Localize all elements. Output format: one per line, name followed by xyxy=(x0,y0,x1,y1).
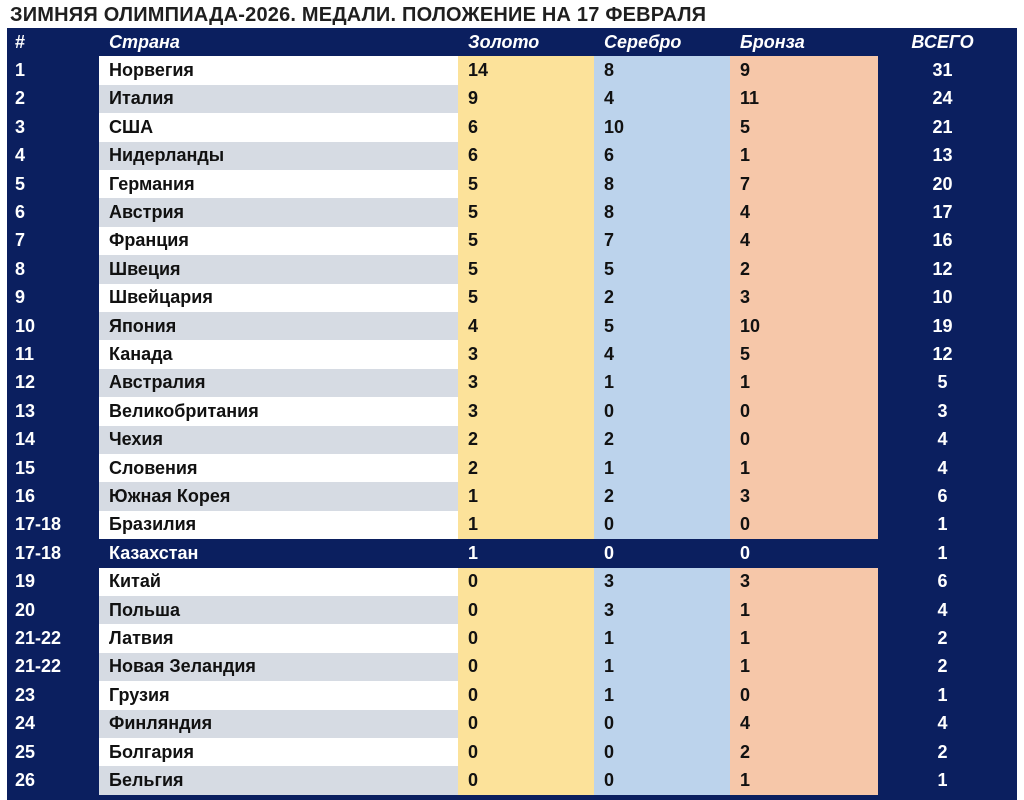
header-rank: # xyxy=(15,31,26,52)
bronze-cell: 1 xyxy=(730,653,878,681)
total-cell: 4 xyxy=(937,429,948,450)
rank-cell: 23 xyxy=(15,684,36,705)
gold-cell: 6 xyxy=(458,142,604,170)
country-cell: Бразилия xyxy=(99,511,468,539)
country-cell: Австрия xyxy=(99,198,468,226)
bronze-cell: 1 xyxy=(730,766,878,794)
silver-cell: 8 xyxy=(594,170,740,198)
total-cell: 13 xyxy=(932,145,953,166)
silver-cell: 6 xyxy=(594,142,740,170)
country-cell: Новая Зеландия xyxy=(99,653,468,681)
country-cell: США xyxy=(99,113,468,141)
total-cell: 19 xyxy=(932,315,953,336)
gold-cell: 2 xyxy=(458,426,604,454)
table-row xyxy=(7,539,1017,567)
table-header-row xyxy=(7,28,1017,56)
table-row xyxy=(7,624,1017,652)
gold-cell: 3 xyxy=(458,369,604,397)
rank-cell: 8 xyxy=(15,258,26,279)
silver-cell: 10 xyxy=(594,113,740,141)
total-cell: 31 xyxy=(932,60,953,81)
bronze-cell: 2 xyxy=(730,255,878,283)
rank-cell: 7 xyxy=(15,230,26,251)
total-cell: 1 xyxy=(937,542,948,563)
bronze-cell: 5 xyxy=(730,113,878,141)
total-cell: 3 xyxy=(937,400,948,421)
rank-cell: 25 xyxy=(15,741,36,762)
header-total: ВСЕГО xyxy=(911,31,974,52)
table-row xyxy=(7,56,1017,84)
silver-cell: 1 xyxy=(594,681,740,709)
rank-cell: 3 xyxy=(15,116,26,137)
gold-cell: 4 xyxy=(458,312,604,340)
bronze-cell: 1 xyxy=(730,369,878,397)
gold-cell: 1 xyxy=(458,539,604,567)
total-cell: 2 xyxy=(937,741,948,762)
bronze-cell: 3 xyxy=(730,568,878,596)
medal-table xyxy=(7,28,1017,800)
header-bronze: Бронза xyxy=(740,31,805,52)
rank-cell: 15 xyxy=(15,457,36,478)
country-cell: Грузия xyxy=(99,681,468,709)
rank-cell: 16 xyxy=(15,486,36,507)
silver-cell: 0 xyxy=(594,511,740,539)
rank-cell: 9 xyxy=(15,287,26,308)
bronze-cell: 4 xyxy=(730,227,878,255)
total-cell: 12 xyxy=(932,344,953,365)
silver-cell: 4 xyxy=(594,340,740,368)
silver-cell: 1 xyxy=(594,369,740,397)
bronze-cell: 10 xyxy=(730,312,878,340)
rank-cell: 10 xyxy=(15,315,36,336)
table-row xyxy=(7,312,1017,340)
rank-cell: 2 xyxy=(15,88,26,109)
table-row xyxy=(7,397,1017,425)
country-cell: Польша xyxy=(99,596,468,624)
rank-cell: 13 xyxy=(15,400,36,421)
total-cell: 5 xyxy=(937,372,948,393)
total-cell: 4 xyxy=(937,457,948,478)
silver-cell: 2 xyxy=(594,284,740,312)
table-row xyxy=(7,653,1017,681)
total-cell: 10 xyxy=(932,287,953,308)
bronze-cell: 9 xyxy=(730,56,878,84)
rank-cell: 11 xyxy=(15,344,35,365)
gold-cell: 0 xyxy=(458,681,604,709)
rank-cell: 21-22 xyxy=(15,656,62,677)
silver-cell: 7 xyxy=(594,227,740,255)
rank-cell: 26 xyxy=(15,770,36,791)
silver-cell: 0 xyxy=(594,766,740,794)
table-row xyxy=(7,340,1017,368)
total-cell: 4 xyxy=(937,713,948,734)
silver-cell: 2 xyxy=(594,426,740,454)
table-row xyxy=(7,738,1017,766)
table-row xyxy=(7,681,1017,709)
gold-cell: 0 xyxy=(458,710,604,738)
silver-cell: 0 xyxy=(594,397,740,425)
total-cell: 16 xyxy=(932,230,953,251)
country-cell: Франция xyxy=(99,227,468,255)
total-cell: 1 xyxy=(937,770,948,791)
silver-cell: 0 xyxy=(594,539,740,567)
table-row xyxy=(7,426,1017,454)
rank-cell: 5 xyxy=(15,173,26,194)
table-row xyxy=(7,284,1017,312)
table-row xyxy=(7,113,1017,141)
total-cell: 20 xyxy=(932,173,953,194)
total-cell: 6 xyxy=(937,571,948,592)
gold-cell: 1 xyxy=(458,511,604,539)
table-row xyxy=(7,227,1017,255)
table-row xyxy=(7,255,1017,283)
bronze-cell: 3 xyxy=(730,284,878,312)
table-row xyxy=(7,482,1017,510)
gold-cell: 5 xyxy=(458,198,604,226)
silver-cell: 5 xyxy=(594,312,740,340)
table-row xyxy=(7,85,1017,113)
gold-cell: 0 xyxy=(458,738,604,766)
rank-cell: 24 xyxy=(15,713,36,734)
bronze-cell: 1 xyxy=(730,624,878,652)
total-cell: 21 xyxy=(932,116,953,137)
bronze-cell: 0 xyxy=(730,426,878,454)
rank-cell: 12 xyxy=(15,372,36,393)
rank-cell: 19 xyxy=(15,571,36,592)
table-row xyxy=(7,142,1017,170)
rank-cell: 1 xyxy=(15,60,26,81)
bronze-cell: 4 xyxy=(730,198,878,226)
bronze-cell: 5 xyxy=(730,340,878,368)
silver-cell: 4 xyxy=(594,85,740,113)
bronze-cell: 2 xyxy=(730,738,878,766)
country-cell: Финляндия xyxy=(99,710,468,738)
country-cell: Швеция xyxy=(99,255,468,283)
gold-cell: 5 xyxy=(458,227,604,255)
gold-cell: 2 xyxy=(458,454,604,482)
bronze-cell: 0 xyxy=(730,397,878,425)
country-cell: Великобритания xyxy=(99,397,468,425)
bronze-cell: 0 xyxy=(730,681,878,709)
country-cell: Казахстан xyxy=(99,539,468,567)
country-cell: Словения xyxy=(99,454,468,482)
silver-cell: 8 xyxy=(594,56,740,84)
total-cell: 4 xyxy=(937,599,948,620)
rank-cell: 17-18 xyxy=(15,542,62,563)
rank-cell: 17-18 xyxy=(15,514,62,535)
silver-cell: 1 xyxy=(594,454,740,482)
table-row xyxy=(7,766,1017,794)
country-cell: Норвегия xyxy=(99,56,468,84)
silver-cell: 5 xyxy=(594,255,740,283)
country-cell: Австралия xyxy=(99,369,468,397)
total-cell: 12 xyxy=(932,258,953,279)
bronze-cell: 11 xyxy=(730,85,878,113)
header-country: Страна xyxy=(109,31,180,52)
total-cell: 1 xyxy=(937,514,948,535)
total-cell: 1 xyxy=(937,684,948,705)
table-row xyxy=(7,568,1017,596)
bronze-cell: 4 xyxy=(730,710,878,738)
silver-cell: 0 xyxy=(594,710,740,738)
rank-cell: 6 xyxy=(15,202,26,223)
gold-cell: 1 xyxy=(458,482,604,510)
total-cell: 2 xyxy=(937,628,948,649)
gold-cell: 6 xyxy=(458,113,604,141)
silver-cell: 8 xyxy=(594,198,740,226)
silver-cell: 1 xyxy=(594,653,740,681)
gold-cell: 5 xyxy=(458,255,604,283)
country-cell: Китай xyxy=(99,568,468,596)
gold-cell: 3 xyxy=(458,397,604,425)
country-cell: Швейцария xyxy=(99,284,468,312)
bronze-cell: 0 xyxy=(730,511,878,539)
silver-cell: 1 xyxy=(594,624,740,652)
silver-cell: 0 xyxy=(594,738,740,766)
table-row xyxy=(7,710,1017,738)
gold-cell: 0 xyxy=(458,596,604,624)
gold-cell: 0 xyxy=(458,766,604,794)
country-cell: Нидерланды xyxy=(99,142,468,170)
total-cell: 17 xyxy=(932,202,953,223)
country-cell: Латвия xyxy=(99,624,468,652)
silver-cell: 2 xyxy=(594,482,740,510)
bronze-cell: 3 xyxy=(730,482,878,510)
bronze-cell: 1 xyxy=(730,142,878,170)
header-gold: Золото xyxy=(468,31,540,52)
country-cell: Канада xyxy=(99,340,468,368)
gold-cell: 0 xyxy=(458,568,604,596)
country-cell: Германия xyxy=(99,170,468,198)
gold-cell: 0 xyxy=(458,624,604,652)
gold-cell: 0 xyxy=(458,653,604,681)
rank-cell: 20 xyxy=(15,599,36,620)
bronze-cell: 1 xyxy=(730,596,878,624)
bronze-cell: 1 xyxy=(730,454,878,482)
silver-cell: 3 xyxy=(594,568,740,596)
gold-cell: 9 xyxy=(458,85,604,113)
country-cell: Бельгия xyxy=(99,766,468,794)
rank-cell: 4 xyxy=(15,145,26,166)
total-cell: 24 xyxy=(932,88,953,109)
country-cell: Япония xyxy=(99,312,468,340)
rank-cell: 21-22 xyxy=(15,628,62,649)
table-row xyxy=(7,511,1017,539)
header-silver: Серебро xyxy=(604,31,682,52)
table-row xyxy=(7,170,1017,198)
country-cell: Чехия xyxy=(99,426,468,454)
table-row xyxy=(7,454,1017,482)
table-row xyxy=(7,369,1017,397)
total-cell: 2 xyxy=(937,656,948,677)
gold-cell: 5 xyxy=(458,170,604,198)
total-cell: 6 xyxy=(937,486,948,507)
gold-cell: 5 xyxy=(458,284,604,312)
country-cell: Болгария xyxy=(99,738,468,766)
table-row xyxy=(7,198,1017,226)
silver-cell: 3 xyxy=(594,596,740,624)
bronze-cell: 0 xyxy=(730,539,878,567)
gold-cell: 14 xyxy=(458,56,604,84)
country-cell: Южная Корея xyxy=(99,482,468,510)
gold-cell: 3 xyxy=(458,340,604,368)
rank-cell: 14 xyxy=(15,429,36,450)
bronze-cell: 7 xyxy=(730,170,878,198)
table-row xyxy=(7,596,1017,624)
country-cell: Италия xyxy=(99,85,468,113)
page-title: ЗИМНЯЯ ОЛИМПИАДА-2026. МЕДАЛИ. ПОЛОЖЕНИЕ НА 17 ФЕВРАЛЯ xyxy=(10,4,707,26)
